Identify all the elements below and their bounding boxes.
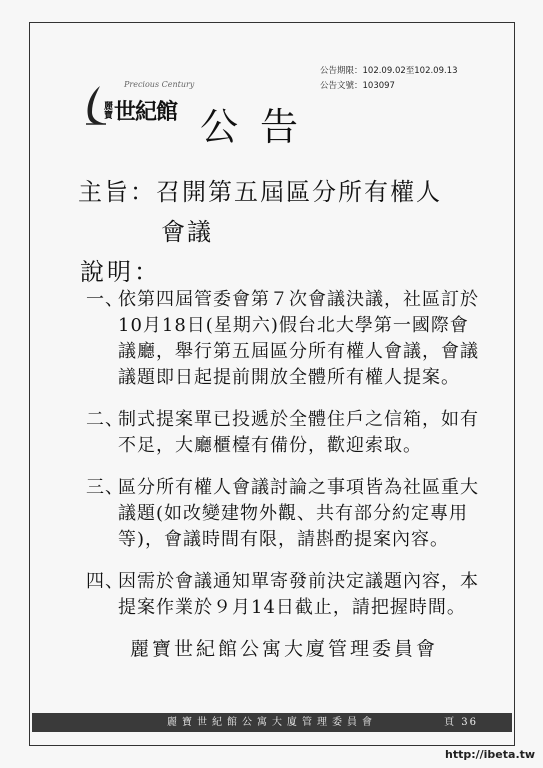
subject-line-1: 主旨：召開第五屆區分所有權人 — [78, 178, 442, 206]
item-text: 因需於會議通知單寄發前決定議題內容，本提案作業於９月14日截止，請把握時間。 — [118, 571, 479, 618]
notice-info — [320, 64, 458, 94]
logo-name: 世紀館 — [114, 99, 178, 125]
footer-bar — [32, 713, 512, 732]
watermark-url: http://ibeta.tw — [445, 748, 536, 761]
footer-text: 麗寶世紀館公寓大廈管理委員會 — [167, 717, 377, 728]
list-item — [86, 407, 486, 459]
notice-period: 公告期限：102.09.02至102.09.13 — [320, 66, 458, 76]
notice-title: 公告 — [200, 105, 321, 149]
notice-doc-number: 公告文號：103097 — [320, 81, 395, 91]
list-item — [86, 475, 486, 553]
description-list — [86, 287, 486, 637]
item-text: 制式提案單已投遞於全體住戶之信箱，如有不足，大廳櫃檯有備份，歡迎索取。 — [118, 409, 479, 456]
building-logo — [82, 80, 202, 130]
list-item — [86, 287, 486, 391]
item-number: 三、 — [86, 477, 124, 498]
committee-signature: 麗寶世紀館公寓大廈管理委員會 — [130, 638, 439, 660]
list-item — [86, 569, 486, 621]
item-text: 區分所有權人會議討論之事項皆為社區重大議題(如改變建物外觀、共有部分約定專用等)，會議時間有限，請斟酌提案內容。 — [118, 477, 479, 550]
subject-line-2: 會議 — [161, 218, 213, 246]
logo-script-text: Precious Century — [124, 80, 195, 89]
item-text: 依第四屆管委會第７次會議決議，社區訂於10月18日(星期六)假台北大學第一國際會議廳，舉行第五屆區分所有權人會議，會議議題即日起提前開放全體所有權人提案。 — [118, 289, 479, 388]
page-number: 頁 36 — [444, 717, 478, 728]
logo-small-text: 麗寶 — [104, 102, 114, 121]
item-number: 四、 — [86, 571, 124, 592]
item-number: 一、 — [86, 289, 124, 310]
description-heading: 說明： — [80, 258, 161, 286]
item-number: 二、 — [86, 409, 124, 430]
